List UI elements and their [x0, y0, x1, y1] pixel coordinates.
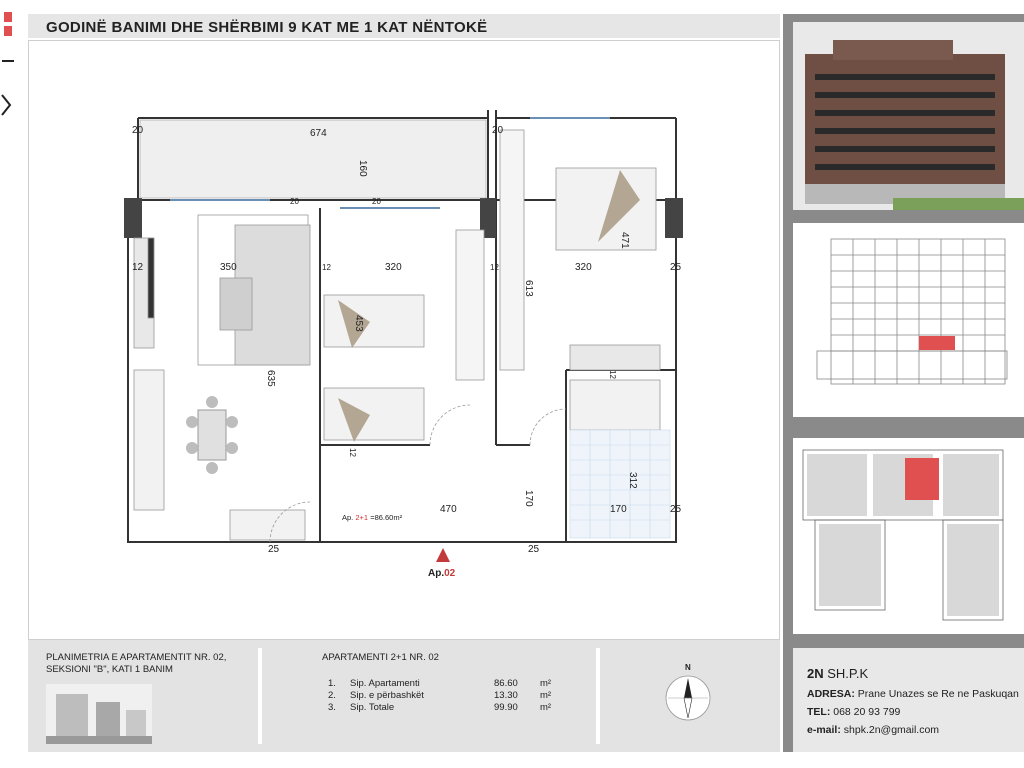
company-name: 2N SH.P.K [807, 666, 869, 681]
dim-door-height: 170 [523, 490, 534, 507]
dim-wall-12-a: 12 [132, 262, 144, 273]
area-row-label: Sip. Apartamenti [350, 678, 420, 689]
dim-wall-12-d: 12 [608, 370, 617, 379]
apartment-title: APARTAMENTI 2+1 NR. 02 [322, 652, 439, 663]
dim-wall-25-a: 25 [670, 262, 682, 273]
page-title: GODINË BANIMI DHE SHËRBIMI 9 KAT ME 1 KAT NËNTOKË [46, 19, 488, 36]
company-address: ADRESA: Prane Unazes se Re ne Paskuqan [807, 688, 1019, 700]
bathroom-tiles [570, 430, 670, 538]
company-phone: TEL: 068 20 93 799 [807, 706, 901, 718]
dim-corridor-width: 470 [440, 504, 457, 515]
area-row-num: 2. [328, 690, 336, 701]
area-row-unit: m² [540, 678, 552, 689]
area-row-value: 99.90 [494, 702, 518, 713]
dim-wall-20-c: 20 [290, 197, 299, 206]
dim-balcony-width: 674 [310, 128, 327, 139]
area-row-value: 86.60 [494, 678, 518, 689]
dim-wall-25-d: 25 [528, 544, 540, 555]
entrance-marker-label: Ap.02 [428, 568, 456, 579]
dim-bath-depth: 312 [627, 472, 638, 489]
area-row-label: Sip. Totale [350, 702, 395, 713]
dim-wall-12-b: 12 [322, 263, 331, 272]
north-arrow-icon [660, 660, 716, 730]
area-row-num: 3. [328, 702, 336, 713]
dim-wall-25-c: 25 [268, 544, 280, 555]
apartment-area-label: Ap. 2+1 =86.60m² [342, 513, 403, 522]
dining-set [186, 396, 238, 474]
north-label: N [685, 663, 691, 672]
site-plan [793, 438, 1024, 634]
dim-bed2-depth: 471 [619, 232, 630, 249]
dim-bedroom2-width: 320 [575, 262, 592, 273]
dim-wall-20: 20 [132, 125, 144, 136]
building-elevation-image [793, 223, 1024, 417]
dim-hall-depth: 613 [523, 280, 534, 297]
highlighted-unit [919, 336, 955, 350]
building-render [793, 22, 1024, 210]
building-render-image [793, 22, 1024, 210]
dim-wall-12-e: 12 [348, 448, 357, 457]
plan-description-line1: PLANIMETRIA E APARTAMENTIT NR. 02, [46, 652, 227, 663]
area-row-unit: m² [540, 690, 552, 701]
dim-bedroom1-width: 320 [385, 262, 402, 273]
info-divider [596, 648, 600, 744]
logo-fragment [0, 10, 20, 130]
dim-balcony-depth: 160 [357, 160, 368, 177]
area-row-num: 1. [328, 678, 336, 689]
area-row-unit: m² [540, 702, 552, 713]
dim-bed1-depth: 453 [353, 315, 364, 332]
right-panel [783, 14, 1024, 752]
info-divider [258, 648, 262, 744]
dim-wall-25-b: 25 [670, 504, 682, 515]
dim-living-width: 350 [220, 262, 237, 273]
dim-bath-width: 170 [610, 504, 627, 515]
dim-living-depth: 635 [265, 370, 276, 387]
entrance-marker-icon [436, 548, 450, 562]
company-email: e-mail: shpk.2n@gmail.com [807, 724, 940, 736]
building-thumbnail [46, 684, 152, 744]
highlighted-section [905, 458, 939, 500]
dim-wall-20-d: 20 [372, 197, 381, 206]
area-row-value: 13.30 [494, 690, 518, 701]
dim-wall-20-b: 20 [492, 125, 504, 136]
building-elevation [793, 223, 1024, 417]
site-plan-image [793, 438, 1024, 634]
dim-wall-12-c: 12 [490, 263, 499, 272]
company-info [793, 648, 1024, 752]
area-row-label: Sip. e përbashkët [350, 690, 424, 701]
floor-plan-drawing [110, 100, 700, 590]
plan-description-line2: SEKSIONI "B", KATI 1 BANIM [46, 664, 173, 675]
